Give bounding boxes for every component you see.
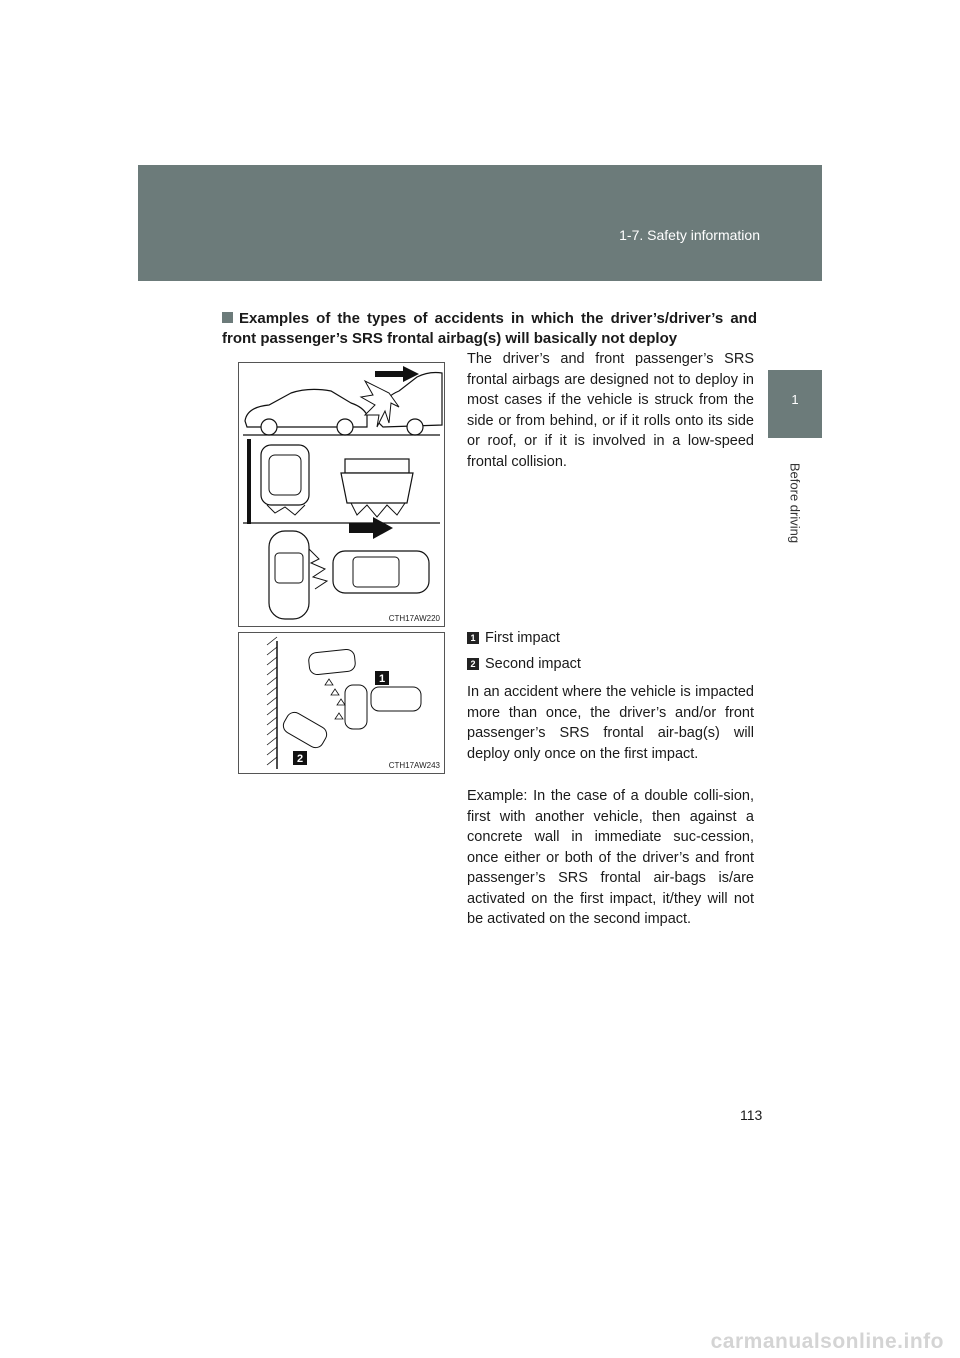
heading-text: Examples of the types of accidents in which the driver’s/driver’s and front passenger’s SRS frontal airbag(s) will basically not deploy	[222, 310, 757, 347]
figure-non-deploy-cases	[238, 362, 445, 627]
intro-paragraph	[467, 349, 754, 472]
chapter-title: Before driving	[787, 462, 803, 544]
legend-label: First impact	[485, 630, 560, 646]
square-bullet-icon	[222, 312, 233, 323]
chapter-number: 1	[791, 392, 799, 407]
watermark	[0, 1328, 960, 1358]
watermark-text[interactable]: carmanualsonline.info	[710, 1330, 944, 1353]
figure-label-1: 1	[378, 673, 386, 685]
chapter-tab[interactable]	[768, 370, 822, 438]
section-heading	[222, 309, 757, 349]
figure-double-collision	[238, 632, 445, 774]
legend-number: 1	[467, 632, 479, 644]
multi-impact-text: In an accident where the vehicle is impacted more than once, the driver’s and/or front passenger’s SRS frontal air-bag(s) will deploy only once on the first impact.	[467, 684, 754, 762]
legend-label: Second impact	[485, 656, 581, 672]
legend-number: 2	[467, 658, 479, 670]
intro-text: The driver’s and front passenger’s SRS frontal airbags are designed not to deploy in most cases if the vehicle is struck from the side or from behind, or if it rolls onto its side or roof, or if it is involved in a low-speed frontal collision.	[467, 351, 754, 470]
chapter-title-vertical	[770, 448, 820, 558]
double-collision-illustration	[239, 633, 444, 773]
page-number: 113	[740, 1107, 763, 1123]
example-paragraph	[467, 786, 754, 930]
section-title: 1-7. Safety information	[619, 227, 760, 243]
figure-code: CTH17AW220	[388, 614, 440, 623]
example-text: Example: In the case of a double colli-sion, first with another vehicle, then against a concrete wall in immediate suc-cession, once either or both of the driver’s and front passenger’s SRS frontal air-bags is/are activated on the first impact, it/they will not be activated on the second impact.	[467, 788, 754, 927]
figure-code: CTH17AW243	[388, 761, 440, 770]
figure-label-2: 2	[296, 753, 304, 765]
header-band	[138, 165, 822, 281]
legend-item	[467, 656, 581, 672]
multi-impact-paragraph	[467, 682, 754, 764]
accident-types-illustration	[239, 363, 444, 626]
legend-item	[467, 630, 560, 646]
